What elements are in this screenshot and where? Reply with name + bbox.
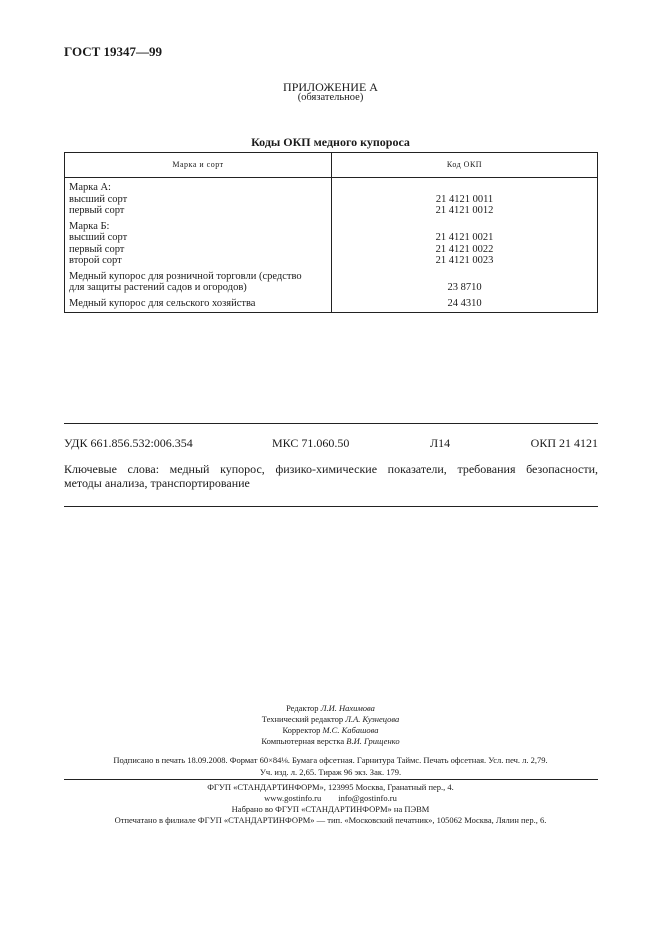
table-row [65,221,598,233]
table-row [65,194,598,206]
keywords [64,462,598,490]
appendix-title: ПРИЛОЖЕНИЕ А [283,80,378,94]
print-info-line-2: Уч. изд. л. 2,65. Тираж 96 экз. Зак. 179. [259,767,402,777]
document-id: ГОСТ 19347—99 [64,44,163,59]
table-row [65,271,598,294]
okp-code: 21 4121 0022 [332,244,598,256]
okp-code: 23 8710 [332,271,598,294]
credit-tech-editor: Технический редактор Л.А. Кузнецова [261,714,400,724]
grade-name: высший сорт [65,194,332,206]
keywords-line-2: методы анализа, транспортирование [64,476,250,490]
l-code: Л14 [430,436,451,450]
grade-name: Медный купорос для сельского хозяйства [65,298,332,313]
publisher-email: info@gostinfo.ru [338,793,397,803]
publisher-website: www.gostinfo.ru [264,793,322,803]
group-heading: Марка А: [65,182,332,194]
credit-proofreader: Корректор М.С. Кабашова [282,725,379,735]
okp-codes-table [64,152,598,313]
table-row [65,182,598,194]
okp-code: 21 4121 0011 [332,194,598,206]
divider [64,506,598,507]
okp-code: 21 4121 0012 [332,205,598,217]
grade-name: высший сорт [65,232,332,244]
publisher-address: ФГУП «СТАНДАРТИНФОРМ», 123995 Москва, Гранатный пер., 4. [207,782,454,792]
grade-name [65,271,332,294]
group-heading: Марка Б: [65,221,332,233]
grade-name: второй сорт [65,255,332,267]
credit-layout: Компьютерная верстка В.И. Грищенко [261,736,400,746]
okp-code: 21 4121 0023 [332,255,598,267]
okp-classification: ОКП 21 4121 [530,436,598,450]
retail-line-1: Медный купорос для розничной торговли (средство [69,270,302,282]
table-row [65,205,598,217]
table-row [65,244,598,256]
udk-code: УДК 661.856.532:006.354 [64,436,193,450]
okp-code: 24 4310 [332,298,598,313]
table-row [65,232,598,244]
table-header-row [65,153,598,178]
column-header-grade: Марка и сорт [65,153,332,178]
table-row [65,255,598,267]
print-info-line-1: Подписано в печать 18.09.2008. Формат 60×84⅛. Бумага офсетная. Гарнитура Таймс. Печать офсетная. Усл. печ. л. 2,79. [113,755,548,765]
printed-info: Отпечатано в филиале ФГУП «СТАНДАРТИНФОРМ» — тип. «Московский печатник», 105062 Москва, Лялин пер., 6. [114,815,547,825]
table-row [65,298,598,313]
table-title: Коды ОКП медного купороса [251,135,410,149]
keywords-line-1: Ключевые слова: медный купорос, физико-химические показатели, требования безопасности, [64,462,598,476]
mks-code: МКС 71.060.50 [272,436,350,450]
grade-name: первый сорт [65,244,332,256]
divider [64,423,598,424]
appendix-subtitle: (обязательное) [297,92,364,103]
divider [64,779,598,780]
publisher-contacts [0,793,661,803]
grade-name: первый сорт [65,205,332,217]
credit-editor: Редактор Л.И. Нахимова [286,703,375,713]
typeset-info: Набрано во ФГУП «СТАНДАРТИНФОРМ» на ПЭВМ [231,804,430,814]
column-header-code: Код ОКП [332,153,598,178]
okp-code: 21 4121 0021 [332,232,598,244]
retail-line-2: для защиты растений садов и огородов) [69,282,247,293]
